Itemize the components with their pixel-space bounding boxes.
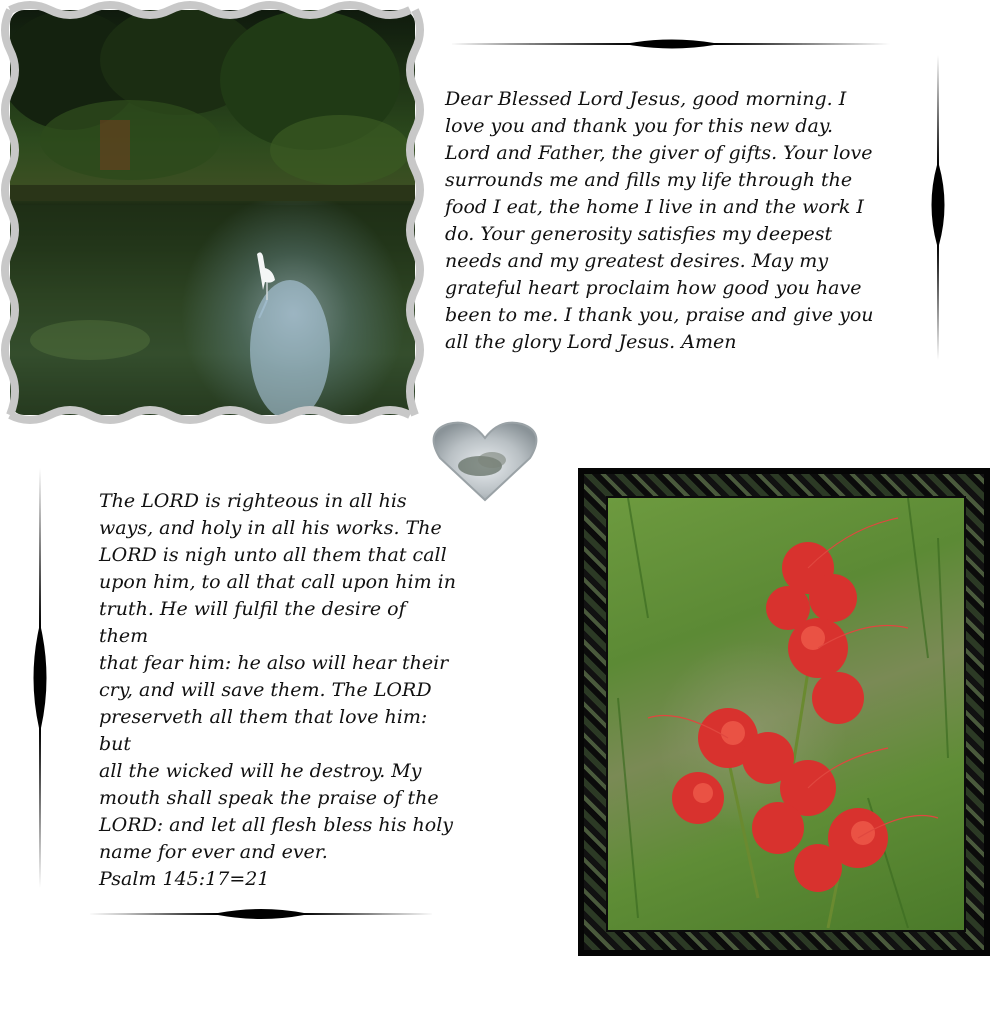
bottom-horizontal-divider	[88, 905, 434, 923]
right-vertical-divider	[926, 55, 950, 360]
red-spider-lilies	[608, 498, 964, 930]
prayer-text: Dear Blessed Lord Jesus, good morning. I love you and thank you for this new day. Lord and Father, the giver of gifts. Your love surrounds me and fills my life through the food I eat, the home I live in and the work I do. Your generosity satisfies my deepest needs and my greatest desires. May my grateful heart proclaim how good you have been to me. I thank you, praise and give you all the glory Lord Jesus. Amen	[445, 88, 874, 353]
psalm-text: The LORD is righteous in all his ways, and holy in all his works. The LORD is nigh unto all them that call upon him, to all that call upon him in truth. He will fulfil the desire of them that fear him: he also will hear their cry, and will save them. The LORD preserveth all them that love him: but all the wicked will he destroy. My mouth shall speak the praise of the LORD: and let all flesh bless his holy name for ever and ever. Psalm 145:17=21	[99, 490, 456, 890]
left-vertical-divider	[28, 468, 52, 888]
wavy-photo-frame	[0, 0, 425, 425]
lily-photo	[606, 496, 966, 932]
top-horizontal-divider	[450, 36, 894, 52]
